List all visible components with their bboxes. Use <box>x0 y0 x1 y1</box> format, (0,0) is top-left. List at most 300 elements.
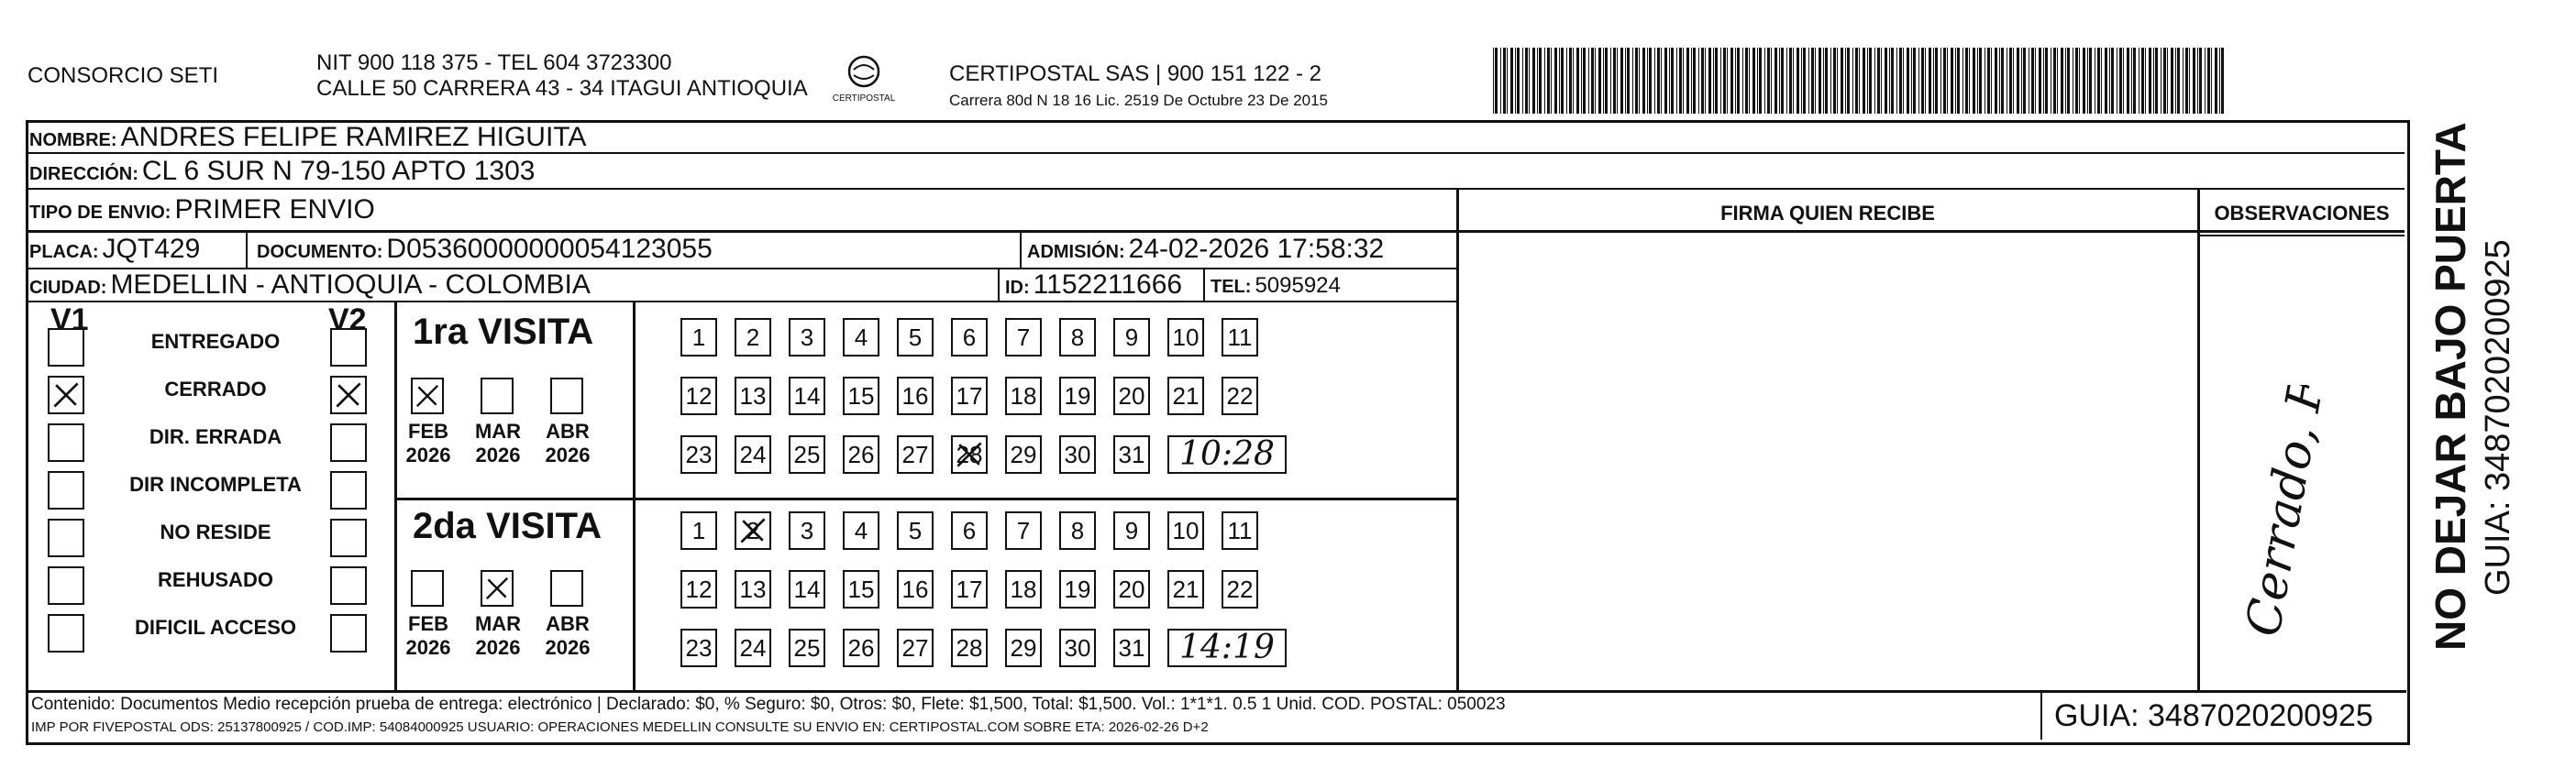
barcode-bar <box>1598 48 1601 114</box>
barcode-bar <box>1730 48 1733 114</box>
barcode-bar <box>1573 48 1574 114</box>
barcode-bar <box>1517 48 1520 114</box>
documento-field <box>257 234 713 265</box>
barcode-bar <box>2067 48 2070 114</box>
barcode-bar <box>2045 48 2048 114</box>
placa-field <box>29 234 200 265</box>
barcode-bar <box>1803 48 1806 114</box>
day-box[interactable]: 9 <box>1113 511 1150 550</box>
admision-field <box>1027 234 1384 265</box>
barcode-bar <box>1595 48 1596 114</box>
barcode-bar <box>2061 48 2063 114</box>
barcode-bar <box>2183 48 2184 114</box>
day-box[interactable]: 16 <box>897 570 934 609</box>
barcode-bar <box>1551 48 1552 114</box>
day-box[interactable]: 27 <box>897 435 934 474</box>
v2-checkbox[interactable] <box>330 328 367 367</box>
barcode-bar <box>1877 48 1880 114</box>
barcode-bar <box>1603 48 1604 114</box>
day-box[interactable]: 30 <box>1059 629 1096 667</box>
day-box[interactable]: 15 <box>843 570 879 609</box>
day-box[interactable]: 18 <box>1005 377 1042 415</box>
barcode-bar <box>1752 48 1755 114</box>
day-box[interactable]: 30 <box>1059 435 1096 474</box>
day-box[interactable]: 25 <box>789 435 825 474</box>
barcode-bar <box>1605 48 1608 114</box>
barcode-bar <box>2089 48 2092 114</box>
barcode-bar <box>1610 48 1611 114</box>
day-box[interactable]: 19 <box>1059 377 1096 415</box>
barcode-bar <box>2153 48 2154 114</box>
barcode-bar <box>1913 48 1916 114</box>
barcode-bar <box>1907 48 1909 114</box>
barcode-bar <box>1649 48 1652 114</box>
barcode-bar <box>1947 48 1948 114</box>
barcode-bar <box>2193 48 2195 114</box>
month-year: 2026 <box>475 636 521 659</box>
handwritten-time: 14:19 <box>1179 629 1275 666</box>
day-box[interactable]: 25 <box>789 629 825 667</box>
month-label <box>466 420 530 467</box>
firma-heading: FIRMA QUIEN RECIBE <box>1720 202 1935 225</box>
barcode-bar <box>1561 48 1564 114</box>
day-box[interactable]: 20 <box>1113 570 1150 609</box>
barcode-bar <box>2205 48 2206 114</box>
status-label: ENTREGADO <box>150 330 281 353</box>
barcode-bar <box>2111 48 2114 114</box>
day-box[interactable]: 7 <box>1005 511 1042 550</box>
barcode-bar <box>1749 48 1750 114</box>
month-checkbox[interactable] <box>550 570 583 607</box>
barcode-bar <box>1965 48 1968 114</box>
barcode <box>1493 48 2227 114</box>
barcode-bar <box>1698 48 1699 114</box>
barcode-bar <box>1999 48 2000 114</box>
v2-checkbox[interactable] <box>330 423 367 462</box>
day-box[interactable]: 7 <box>1005 318 1042 357</box>
barcode-bar <box>1977 48 1978 114</box>
month-label <box>536 612 600 660</box>
day-box[interactable]: 3 <box>789 511 825 550</box>
status-label: CERRADO <box>164 378 267 400</box>
day-box[interactable]: 16 <box>897 377 934 415</box>
barcode-bar <box>1979 48 1982 114</box>
barcode-bar <box>2189 48 2190 114</box>
barcode-bar <box>2175 48 2176 114</box>
barcode-bar <box>2177 48 2180 114</box>
month-year: 2026 <box>405 444 451 466</box>
tipo-value: PRIMER ENVIO <box>174 194 375 225</box>
direccion-field <box>29 156 535 187</box>
day-box[interactable]: 10 <box>1167 511 1204 550</box>
obs-divider <box>2199 235 2405 236</box>
day-box[interactable]: 23 <box>680 629 717 667</box>
barcode-bar <box>1896 48 1897 114</box>
day-box[interactable]: 15 <box>843 377 879 415</box>
v1-checkbox[interactable] <box>48 566 84 605</box>
handwritten-time: 10:28 <box>1179 435 1275 473</box>
barcode-bar <box>1825 48 1828 114</box>
v1-checkbox[interactable] <box>48 423 84 462</box>
barcode-bar <box>1735 48 1736 114</box>
footer-imp-line: IMP POR FIVEPOSTAL ODS: 25137800925 / COD.IMP: 54084000925 USUARIO: OPERACIONES MEDELLIN CONSULTE SU ENVIO EN: CERTIPOSTAL.COM SOBRE ETA: 2026-02-26 D+2 <box>31 719 1209 735</box>
barcode-bar <box>1863 48 1865 114</box>
month-year: 2026 <box>405 636 451 659</box>
day-box[interactable]: 13 <box>735 377 771 415</box>
day-box[interactable]: 21 <box>1167 570 1204 609</box>
barcode-bar <box>1686 48 1689 114</box>
barcode-bar <box>1625 48 1626 114</box>
barcode-bar <box>1620 48 1623 114</box>
company-name: CONSORCIO SETI <box>28 63 219 88</box>
barcode-bar <box>2127 48 2129 114</box>
v1-checkbox[interactable] <box>48 614 84 653</box>
barcode-bar <box>2199 48 2202 114</box>
status-label: DIR. ERRADA <box>149 425 282 448</box>
month-label <box>536 420 600 467</box>
visit-divider <box>394 498 1458 500</box>
day-box[interactable]: 6 <box>951 318 988 357</box>
barcode-bar <box>1720 48 1721 114</box>
footer-content-line: Contenido: Documentos Medio recepción prueba de entrega: electrónico | Declarado: $0, % Seguro: $0, Otros: $0, Flete: $1,500, Total: $1,500. Vol.: 1*1*1. 0.5 1 Unid. COD. POSTAL: 050023 <box>31 695 1506 714</box>
barcode-bar <box>1995 48 1997 114</box>
side-notice <box>2414 119 2533 660</box>
address-line: CALLE 50 CARRERA 43 - 34 ITAGUI ANTIOQUIA <box>316 76 808 101</box>
barcode-bar <box>1713 48 1714 114</box>
barcode-bar <box>2163 48 2166 114</box>
tipo-envio-field <box>29 194 375 225</box>
barcode-bar <box>1664 48 1667 114</box>
month-year: 2026 <box>545 636 591 659</box>
barcode-bar <box>2053 48 2056 114</box>
month-name: ABR <box>546 420 590 443</box>
row-divider <box>28 188 2405 190</box>
barcode-bar <box>1742 48 1743 114</box>
day-box[interactable]: 28 <box>951 435 988 474</box>
barcode-bar <box>1815 48 1816 114</box>
col-divider <box>2197 189 2200 691</box>
barcode-bar <box>2075 48 2078 114</box>
certi-line2: Carrera 80d N 18 16 Lic. 2519 De Octubre 23 De 2015 <box>949 92 1328 109</box>
day-box[interactable]: 10 <box>1167 318 1204 357</box>
barcode-bar <box>1903 48 1904 114</box>
id-field <box>1005 269 1182 301</box>
month-label <box>396 612 460 660</box>
barcode-bar <box>2123 48 2124 114</box>
day-box[interactable]: 14 <box>789 377 825 415</box>
barcode-bar <box>2197 48 2198 114</box>
barcode-bar <box>1529 48 1530 114</box>
day-box[interactable]: 17 <box>951 377 988 415</box>
day-box[interactable]: 13 <box>735 570 771 609</box>
day-box[interactable]: 22 <box>1222 377 1258 415</box>
barcode-bar <box>1635 48 1638 114</box>
col-divider <box>1456 189 1459 691</box>
barcode-bar <box>2215 48 2217 114</box>
barcode-bar <box>1544 48 1545 114</box>
barcode-bar <box>1779 48 1780 114</box>
barcode-bar <box>2039 48 2041 114</box>
day-box[interactable]: 5 <box>897 318 934 357</box>
day-box[interactable]: 2 <box>735 511 771 550</box>
barcode-bar <box>2141 48 2144 114</box>
barcode-bar <box>2023 48 2026 114</box>
barcode-bar <box>2119 48 2122 114</box>
day-box[interactable]: 1 <box>680 318 717 357</box>
month-year: 2026 <box>475 444 521 466</box>
barcode-bar <box>1588 48 1589 114</box>
v1-checkbox[interactable] <box>48 471 84 510</box>
day-box[interactable]: 17 <box>951 570 988 609</box>
barcode-bar <box>1683 48 1684 114</box>
status-label: DIFICIL ACCESO <box>134 616 296 639</box>
barcode-bar <box>2105 48 2107 114</box>
side-guia-text: GUIA: 3487020200925 <box>2479 239 2517 596</box>
barcode-bar <box>1613 48 1616 114</box>
day-box[interactable]: 26 <box>843 629 879 667</box>
barcode-bar <box>2065 48 2066 114</box>
month-checkbox[interactable] <box>411 378 444 414</box>
col-divider <box>633 301 636 690</box>
barcode-bar <box>1847 48 1850 114</box>
month-label <box>466 612 530 660</box>
barcode-bar <box>1532 48 1535 114</box>
barcode-bar <box>2017 48 2019 114</box>
day-box[interactable]: 26 <box>843 435 879 474</box>
day-box[interactable]: 6 <box>951 511 988 550</box>
day-box[interactable]: 11 <box>1222 511 1258 550</box>
barcode-bar <box>1671 48 1674 114</box>
barcode-bar <box>2009 48 2012 114</box>
v1-checkbox[interactable] <box>48 328 84 367</box>
barcode-bar <box>1891 48 1894 114</box>
barcode-bar <box>1786 48 1787 114</box>
day-box[interactable]: 8 <box>1059 318 1096 357</box>
v2-checkbox[interactable] <box>330 566 367 605</box>
day-box[interactable]: 12 <box>680 377 717 415</box>
day-box[interactable]: 29 <box>1005 435 1042 474</box>
barcode-bar <box>1899 48 1902 114</box>
barcode-bar <box>1627 48 1630 114</box>
v1-checkbox[interactable] <box>48 519 84 557</box>
tel-value: 5095924 <box>1255 273 1341 298</box>
admision-label: ADMISIÓN: <box>1027 242 1125 262</box>
barcode-bar <box>1921 48 1924 114</box>
v1-label: V1 <box>50 302 89 337</box>
status-label: REHUSADO <box>158 568 273 591</box>
day-box[interactable]: 27 <box>897 629 934 667</box>
day-cross-mark <box>953 437 986 472</box>
barcode-bar <box>1654 48 1655 114</box>
barcode-bar <box>1510 48 1513 114</box>
col-divider <box>1203 268 1205 301</box>
barcode-bar <box>2057 48 2058 114</box>
observation-text: Cerrado, Fo visto <box>2236 385 2363 641</box>
barcode-bar <box>2131 48 2132 114</box>
barcode-bar <box>1581 48 1582 114</box>
barcode-bar <box>1837 48 1838 114</box>
barcode-bar <box>1918 48 1919 114</box>
barcode-bar <box>1855 48 1858 114</box>
barcode-bar <box>1929 48 1931 114</box>
barcode-bar <box>2087 48 2088 114</box>
barcode-bar <box>2149 48 2151 114</box>
barcode-bar <box>1522 48 1523 114</box>
barcode-bar <box>1547 48 1550 114</box>
direccion-value: CL 6 SUR N 79-150 APTO 1303 <box>141 156 536 186</box>
barcode-bar <box>1987 48 1990 114</box>
v2-checkbox[interactable] <box>330 614 367 653</box>
barcode-bar <box>2079 48 2080 114</box>
barcode-bar <box>1503 48 1506 114</box>
day-box[interactable]: 18 <box>1005 570 1042 609</box>
day-box[interactable]: 1 <box>680 511 717 550</box>
barcode-bar <box>1819 48 1821 114</box>
month-checkbox[interactable] <box>481 570 514 607</box>
footer-guia: GUIA: 3487020200925 <box>2054 698 2373 733</box>
month-year: 2026 <box>545 444 591 466</box>
month-name: FEB <box>408 420 448 443</box>
barcode-bar <box>1940 48 1941 114</box>
barcode-bar <box>2013 48 2014 114</box>
status-label: NO RESIDE <box>160 521 271 543</box>
nit-line: NIT 900 118 375 - TEL 604 3723300 <box>316 50 672 75</box>
day-box[interactable]: 9 <box>1113 318 1150 357</box>
barcode-bar <box>1793 48 1794 114</box>
day-cross-mark <box>736 513 769 548</box>
admision-value: 24-02-2026 17:58:32 <box>1128 234 1385 264</box>
day-box[interactable]: 31 <box>1113 629 1150 667</box>
barcode-bar <box>1774 48 1777 114</box>
day-box[interactable]: 20 <box>1113 377 1150 415</box>
barcode-bar <box>1583 48 1586 114</box>
nombre-label: NOMBRE: <box>29 130 117 150</box>
barcode-bar <box>2083 48 2085 114</box>
barcode-bar <box>1691 48 1692 114</box>
barcode-bar <box>1867 48 1868 114</box>
status-label: DIR INCOMPLETA <box>129 473 302 496</box>
barcode-bar <box>2097 48 2100 114</box>
day-box[interactable]: 19 <box>1059 570 1096 609</box>
day-box[interactable]: 12 <box>680 570 717 609</box>
barcode-bar <box>1669 48 1670 114</box>
barcode-bar <box>2133 48 2136 114</box>
barcode-bar <box>1811 48 1814 114</box>
barcode-bar <box>2001 48 2004 114</box>
barcode-bar <box>1951 48 1953 114</box>
barcode-bar <box>1591 48 1594 114</box>
barcode-bar <box>2109 48 2110 114</box>
barcode-bar <box>1874 48 1875 114</box>
nombre-field <box>29 122 586 153</box>
barcode-bar <box>1539 48 1542 114</box>
day-box[interactable]: 29 <box>1005 629 1042 667</box>
barcode-bar <box>1962 48 1963 114</box>
barcode-bar <box>1515 48 1516 114</box>
day-box[interactable]: 21 <box>1167 377 1204 415</box>
day-box[interactable]: 28 <box>951 629 988 667</box>
day-box[interactable]: 24 <box>735 629 771 667</box>
day-box[interactable]: 2 <box>735 318 771 357</box>
barcode-bar <box>1727 48 1728 114</box>
barcode-bar <box>1737 48 1740 114</box>
month-checkbox[interactable] <box>550 378 583 414</box>
barcode-bar <box>1657 48 1660 114</box>
day-box[interactable]: 24 <box>735 435 771 474</box>
col-divider <box>2040 690 2042 740</box>
barcode-bar <box>1830 48 1831 114</box>
time-box <box>1167 629 1287 667</box>
placa-label: PLACA: <box>29 242 99 262</box>
day-box[interactable]: 23 <box>680 435 717 474</box>
tipo-label: TIPO DE ENVIO: <box>29 203 171 223</box>
footer-divider <box>28 690 2406 693</box>
barcode-bar <box>2167 48 2168 114</box>
barcode-bar <box>1639 48 1640 114</box>
day-box[interactable]: 4 <box>843 318 879 357</box>
barcode-bar <box>2035 48 2036 114</box>
day-box[interactable]: 22 <box>1222 570 1258 609</box>
barcode-bar <box>2021 48 2022 114</box>
barcode-bar <box>1566 48 1567 114</box>
barcode-bar <box>1933 48 1934 114</box>
barcode-bar <box>1569 48 1572 114</box>
barcode-bar <box>2211 48 2212 114</box>
barcode-bar <box>1559 48 1560 114</box>
v1-checkbox[interactable] <box>48 376 84 414</box>
month-checkbox[interactable] <box>481 378 514 414</box>
id-label: ID: <box>1005 278 1030 298</box>
barcode-bar <box>1525 48 1528 114</box>
day-box[interactable]: 5 <box>897 511 934 550</box>
barcode-bar <box>1661 48 1662 114</box>
day-box[interactable]: 3 <box>789 318 825 357</box>
row-divider <box>28 301 1458 302</box>
day-box[interactable]: 11 <box>1222 318 1258 357</box>
barcode-bar <box>1632 48 1633 114</box>
barcode-bar <box>1881 48 1882 114</box>
observaciones-heading: OBSERVACIONES <box>2214 202 2390 225</box>
barcode-bar <box>2155 48 2158 114</box>
barcode-bar <box>1493 48 1494 114</box>
day-box[interactable]: 8 <box>1059 511 1096 550</box>
barcode-bar <box>1973 48 1975 114</box>
barcode-bar <box>1676 48 1677 114</box>
v2-label: V2 <box>328 302 367 337</box>
v2-checkbox[interactable] <box>330 376 367 414</box>
barcode-bar <box>1576 48 1579 114</box>
day-box[interactable]: 4 <box>843 511 879 550</box>
barcode-bar <box>2185 48 2188 114</box>
barcode-bar <box>1943 48 1946 114</box>
month-checkbox[interactable] <box>411 570 444 607</box>
v2-checkbox[interactable] <box>330 471 367 510</box>
col-divider <box>246 230 248 269</box>
barcode-bar <box>1759 48 1762 114</box>
barcode-bar <box>1764 48 1765 114</box>
day-box[interactable]: 31 <box>1113 435 1150 474</box>
barcode-bar <box>1679 48 1682 114</box>
barcode-bar <box>2219 48 2220 114</box>
barcode-bar <box>1715 48 1718 114</box>
v2-checkbox[interactable] <box>330 519 367 557</box>
barcode-bar <box>1554 48 1557 114</box>
placa-value: JQT429 <box>102 234 201 264</box>
tel-field <box>1211 273 1341 299</box>
certi-line1: CERTIPOSTAL SAS | 900 151 122 - 2 <box>949 61 1321 86</box>
day-box[interactable]: 14 <box>789 570 825 609</box>
barcode-bar <box>1911 48 1912 114</box>
